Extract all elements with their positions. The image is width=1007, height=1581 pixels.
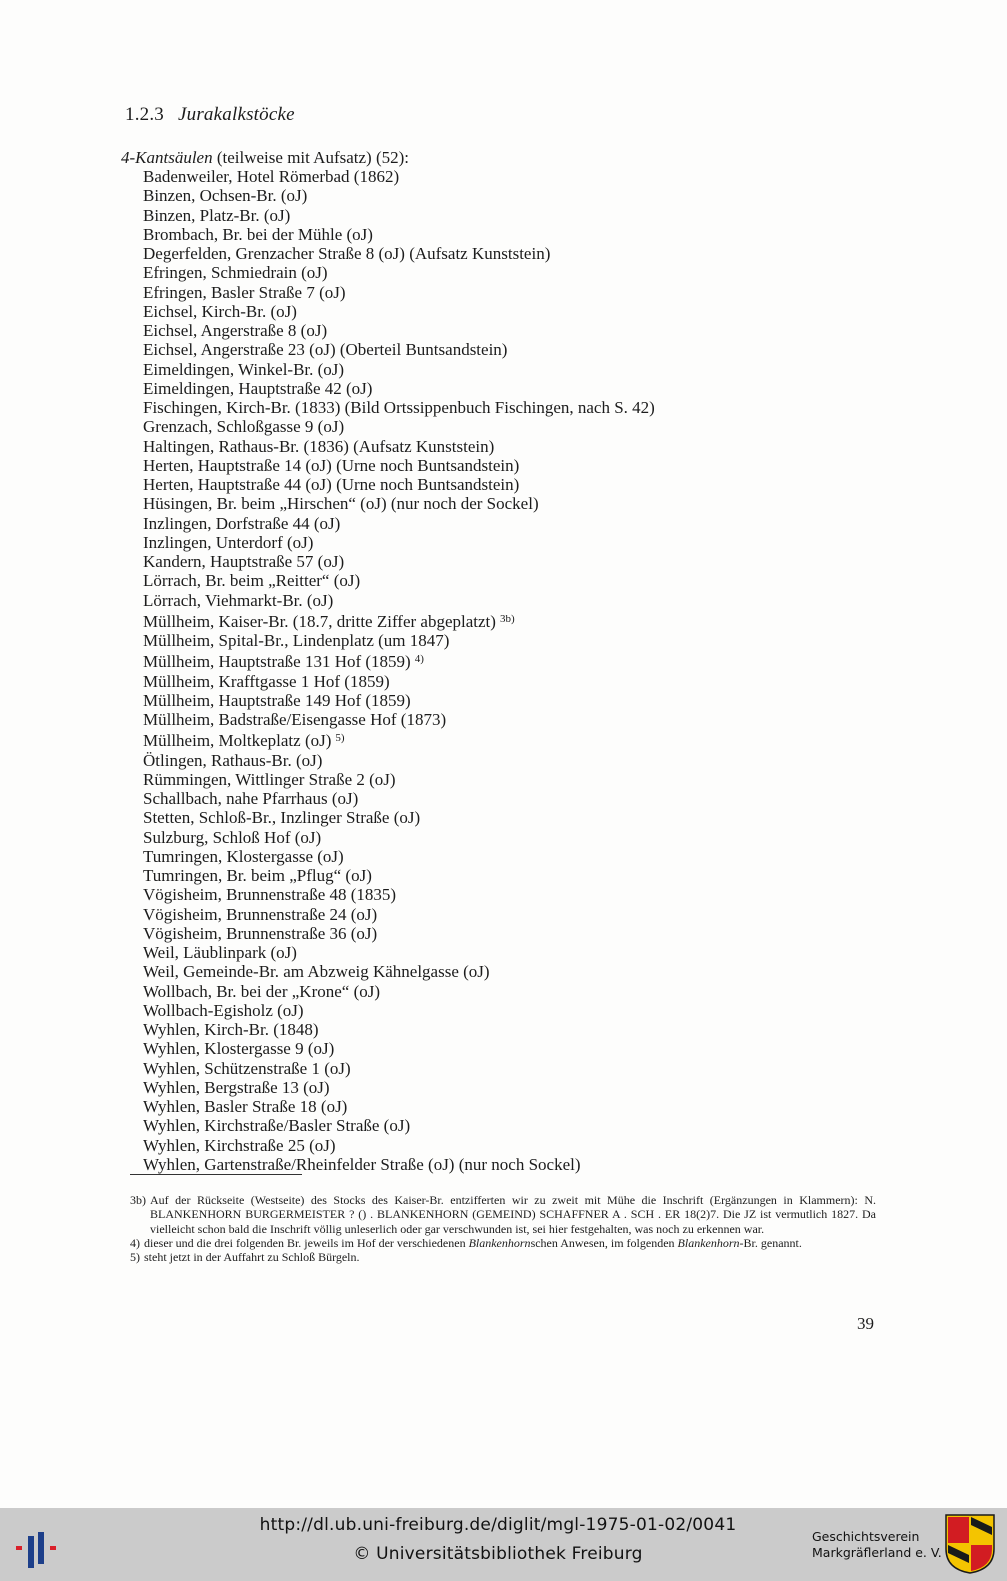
fountain-entry-text: Binzen, Ochsen-Br. (oJ) <box>143 186 308 206</box>
fountain-entry-text: Vögisheim, Brunnenstraße 48 (1835) <box>143 885 397 905</box>
fountain-entry <box>143 610 655 631</box>
footnote-4 <box>130 1236 876 1250</box>
page-number: 39 <box>857 1314 874 1333</box>
fountain-entry <box>143 340 655 359</box>
fountain-list <box>143 167 655 1174</box>
fountain-entry-text: Inzlingen, Unterdorf (oJ) <box>143 532 314 552</box>
fountain-entry-text: Inzlingen, Dorfstraße 44 (oJ) <box>143 513 341 533</box>
fountain-entry <box>143 533 655 552</box>
fountain-entry-text: Herten, Hauptstraße 14 (oJ) (Urne noch Buntsandstein) <box>143 455 520 475</box>
fountain-entry-text: Kandern, Hauptstraße 57 (oJ) <box>143 552 345 571</box>
fountain-entry <box>143 437 655 456</box>
fountain-entry <box>143 885 655 904</box>
fountain-entry <box>143 828 655 847</box>
footnote-reference[interactable]: 5) <box>335 732 345 745</box>
fountain-entry-text: Müllheim, Moltkeplatz (oJ) <box>143 731 332 751</box>
copyright-notice: © Universitätsbibliothek Freiburg <box>353 1544 643 1564</box>
fountain-entry-text: Ötlingen, Rathaus-Br. (oJ) <box>143 750 323 770</box>
fountain-entry-text: Haltingen, Rathaus-Br. (1836) (Aufsatz Kunststein) <box>143 436 495 456</box>
fountain-entry-text: Eimeldingen, Winkel-Br. (oJ) <box>143 359 345 379</box>
fountain-entry-text: Wollbach, Br. bei der „Krone“ (oJ) <box>143 981 381 1001</box>
fountain-entry-text: Vögisheim, Brunnenstraße 36 (oJ) <box>143 923 378 943</box>
coat-of-arms-icon <box>944 1513 996 1575</box>
footnote-reference[interactable]: 4) <box>414 653 424 666</box>
section-number: 1.2.3 <box>125 104 164 125</box>
fountain-entry-text: Efringen, Basler Straße 7 (oJ) <box>143 282 346 302</box>
fountain-entry <box>143 808 655 827</box>
footnote-emphasis: Blankenhorn <box>468 1235 531 1250</box>
fountain-entry-text: Wyhlen, Basler Straße 18 (oJ) <box>143 1097 348 1116</box>
fountain-entry-text: Hüsingen, Br. beim „Hirschen“ (oJ) (nur noch der Sockel) <box>143 494 539 514</box>
fountain-entry-text: Lörrach, Viehmarkt-Br. (oJ) <box>143 590 334 610</box>
fountain-entry <box>143 514 655 533</box>
fountain-entry <box>143 962 655 981</box>
fountain-entry-text: Stetten, Schloß-Br., Inzlinger Straße (oJ) <box>143 808 421 828</box>
fountain-entry-text: Müllheim, Hauptstraße 131 Hof (1859) <box>143 652 411 672</box>
fountain-entry-text: Schallbach, nahe Pfarrhaus (oJ) <box>143 789 359 808</box>
fountain-entry <box>143 283 655 302</box>
section-title: Jurakalkstöcke <box>178 104 295 125</box>
list-intro <box>121 148 409 167</box>
fountain-entry-text: Binzen, Platz-Br. (oJ) <box>143 205 291 225</box>
fountain-entry <box>143 244 655 263</box>
fountain-entry-text: Rümmingen, Wittlinger Straße 2 (oJ) <box>143 769 396 789</box>
fountain-entry-text: Wyhlen, Kirchstraße/Basler Straße (oJ) <box>143 1116 411 1136</box>
fountain-entry-text: Lörrach, Br. beim „Reitter“ (oJ) <box>143 571 361 591</box>
footnote-text-part: schen Anwesen, im folgenden <box>530 1235 678 1250</box>
fountain-entry-text: Wyhlen, Kirch-Br. (1848) <box>143 1020 319 1039</box>
footnote-mark: 5) <box>130 1250 140 1265</box>
fountain-entry <box>143 710 655 729</box>
footnote-mark: 3b) <box>130 1193 146 1207</box>
fountain-entry <box>143 905 655 924</box>
fountain-entry-text: Fischingen, Kirch-Br. (1833) (Bild Ortssippenbuch Fischingen, nach S. 42) <box>143 398 655 417</box>
fountain-entry-text: Tumringen, Br. beim „Pflug“ (oJ) <box>143 866 372 885</box>
fountain-entry <box>143 225 655 244</box>
fountain-entry <box>143 631 655 650</box>
fountain-entry <box>143 1001 655 1020</box>
fountain-entry <box>143 672 655 691</box>
fountain-entry <box>143 263 655 282</box>
fountain-entry <box>143 571 655 590</box>
footnote-text <box>140 1236 876 1250</box>
fountain-entry-text: Müllheim, Hauptstraße 149 Hof (1859) <box>143 690 411 710</box>
fountain-entry <box>143 866 655 885</box>
footnote-5 <box>130 1250 876 1264</box>
fountain-entry-text: Müllheim, Badstraße/Eisengasse Hof (1873) <box>143 710 447 729</box>
fountain-entry <box>143 456 655 475</box>
fountain-entry-text: Eimeldingen, Hauptstraße 42 (oJ) <box>143 378 373 398</box>
fountain-entry-text: Müllheim, Krafftgasse 1 Hof (1859) <box>143 671 390 691</box>
society-line-2: Markgräflerland e. V. <box>812 1545 942 1560</box>
fountain-entry-text: Eichsel, Kirch-Br. (oJ) <box>143 301 297 321</box>
fountain-entry-text: Grenzach, Schloßgasse 9 (oJ) <box>143 417 345 437</box>
fountain-entry-text: Wyhlen, Gartenstraße/Rheinfelder Straße (oJ) (nur noch Sockel) <box>143 1154 581 1174</box>
fountain-entry <box>143 494 655 513</box>
fountain-entry <box>143 770 655 789</box>
fountain-entry <box>143 1078 655 1097</box>
fountain-entry-text: Weil, Gemeinde-Br. am Abzweig Kähnelgasse (oJ) <box>143 962 490 982</box>
fountain-entry <box>143 751 655 770</box>
fountain-entry <box>143 321 655 340</box>
section-heading <box>125 104 295 126</box>
fountain-entry <box>143 186 655 205</box>
fountain-entry-text: Eichsel, Angerstraße 8 (oJ) <box>143 321 328 340</box>
fountain-entry-text: Vögisheim, Brunnenstraße 24 (oJ) <box>143 904 378 924</box>
fountain-entry-text: Badenweiler, Hotel Römerbad (1862) <box>143 167 400 186</box>
fountain-entry-text: Tumringen, Klostergasse (oJ) <box>143 846 344 866</box>
footnote-emphasis: Blankenhorn <box>677 1235 740 1250</box>
fountain-entry-text: Wyhlen, Schützenstraße 1 (oJ) <box>143 1058 351 1078</box>
fountain-entry <box>143 1136 655 1155</box>
footnote-text-part: dieser und die drei folgenden Br. jeweils im Hof der verschiedenen <box>144 1235 469 1250</box>
fountain-entry <box>143 360 655 379</box>
list-lead: 4-Kantsäulen <box>121 148 213 167</box>
fountain-entry <box>143 379 655 398</box>
footnote-reference[interactable]: 3b) <box>499 612 515 625</box>
fountain-entry <box>143 943 655 962</box>
fountain-entry <box>143 982 655 1001</box>
fountain-entry <box>143 650 655 671</box>
fountain-entry-text: Wyhlen, Bergstraße 13 (oJ) <box>143 1077 330 1097</box>
fountain-entry-text: Sulzburg, Schloß Hof (oJ) <box>143 827 322 847</box>
fountain-entry-text: Weil, Läublinpark (oJ) <box>143 943 297 962</box>
fountain-entry-text: Müllheim, Spital-Br., Lindenplatz (um 1847) <box>143 631 450 650</box>
fountain-entry-text: Efringen, Schmiedrain (oJ) <box>143 263 328 283</box>
fountain-entry <box>143 847 655 866</box>
list-lead-rest: (teilweise mit Aufsatz) (52): <box>212 148 409 167</box>
fountain-entry <box>143 1039 655 1058</box>
fountain-entry <box>143 302 655 321</box>
viewer-footer <box>0 1508 1007 1581</box>
fountain-entry-text: Wyhlen, Klostergasse 9 (oJ) <box>143 1039 335 1059</box>
fountain-entry-text: Brombach, Br. bei der Mühle (oJ) <box>143 224 373 244</box>
fountain-entry <box>143 475 655 494</box>
footnotes <box>130 1193 876 1264</box>
fountain-entry <box>143 206 655 225</box>
fountain-entry <box>143 1155 655 1174</box>
footnote-text: Auf der Rückseite (Westseite) des Stocks des Kaiser-Br. entzifferten wir zu zweit mit Mühe die Inschrift (Ergänzungen in Klammern): N. BLANKENHORN BURGERMEISTER ? () . BLANKENHORN (GEMEIND) SCHAFFNER A . SCH . ER 18(2)7. Die JZ ist vermutlich 1827. Da vielleicht schon bald die Inschrift völlig unleserlich oder gar verschwunden ist, sei hier festgehalten, was noch zu erkennen war. <box>150 1193 876 1236</box>
footnote-divider <box>130 1174 302 1175</box>
fountain-entry-text: Wyhlen, Kirchstraße 25 (oJ) <box>143 1135 336 1155</box>
fountain-entry <box>143 691 655 710</box>
footnote-text-part: -Br. genannt. <box>739 1235 802 1250</box>
fountain-entry <box>143 924 655 943</box>
fountain-entry-text: Eichsel, Angerstraße 23 (oJ) (Oberteil Buntsandstein) <box>143 340 508 360</box>
fountain-entry-text: Degerfelden, Grenzacher Straße 8 (oJ) (Aufsatz Kunststein) <box>143 244 551 263</box>
fountain-entry <box>143 1059 655 1078</box>
fountain-entry <box>143 1116 655 1135</box>
fountain-entry <box>143 398 655 417</box>
fountain-entry <box>143 167 655 186</box>
fountain-entry <box>143 1020 655 1039</box>
footnote-text: steht jetzt in der Auffahrt zu Schloß Bürgeln. <box>144 1250 360 1265</box>
fountain-entry-text: Wollbach-Egisholz (oJ) <box>143 1000 304 1020</box>
fountain-entry <box>143 417 655 436</box>
footnote-3b <box>130 1193 876 1236</box>
fountain-entry <box>143 591 655 610</box>
society-line-1: Geschichtsverein <box>812 1529 920 1544</box>
society-name <box>812 1529 942 1561</box>
document-url[interactable]: http://dl.ub.uni-freiburg.de/diglit/mgl-1975-01-02/0041 <box>259 1515 737 1535</box>
fountain-entry-text: Herten, Hauptstraße 44 (oJ) (Urne noch Buntsandstein) <box>143 475 520 494</box>
fountain-entry-text: Müllheim, Kaiser-Br. (18.7, dritte Ziffer abgeplatzt) <box>143 611 496 631</box>
footnote-mark: 4) <box>130 1235 140 1250</box>
fountain-entry <box>143 552 655 571</box>
fountain-entry <box>143 789 655 808</box>
fountain-entry <box>143 1097 655 1116</box>
fountain-entry <box>143 729 655 750</box>
